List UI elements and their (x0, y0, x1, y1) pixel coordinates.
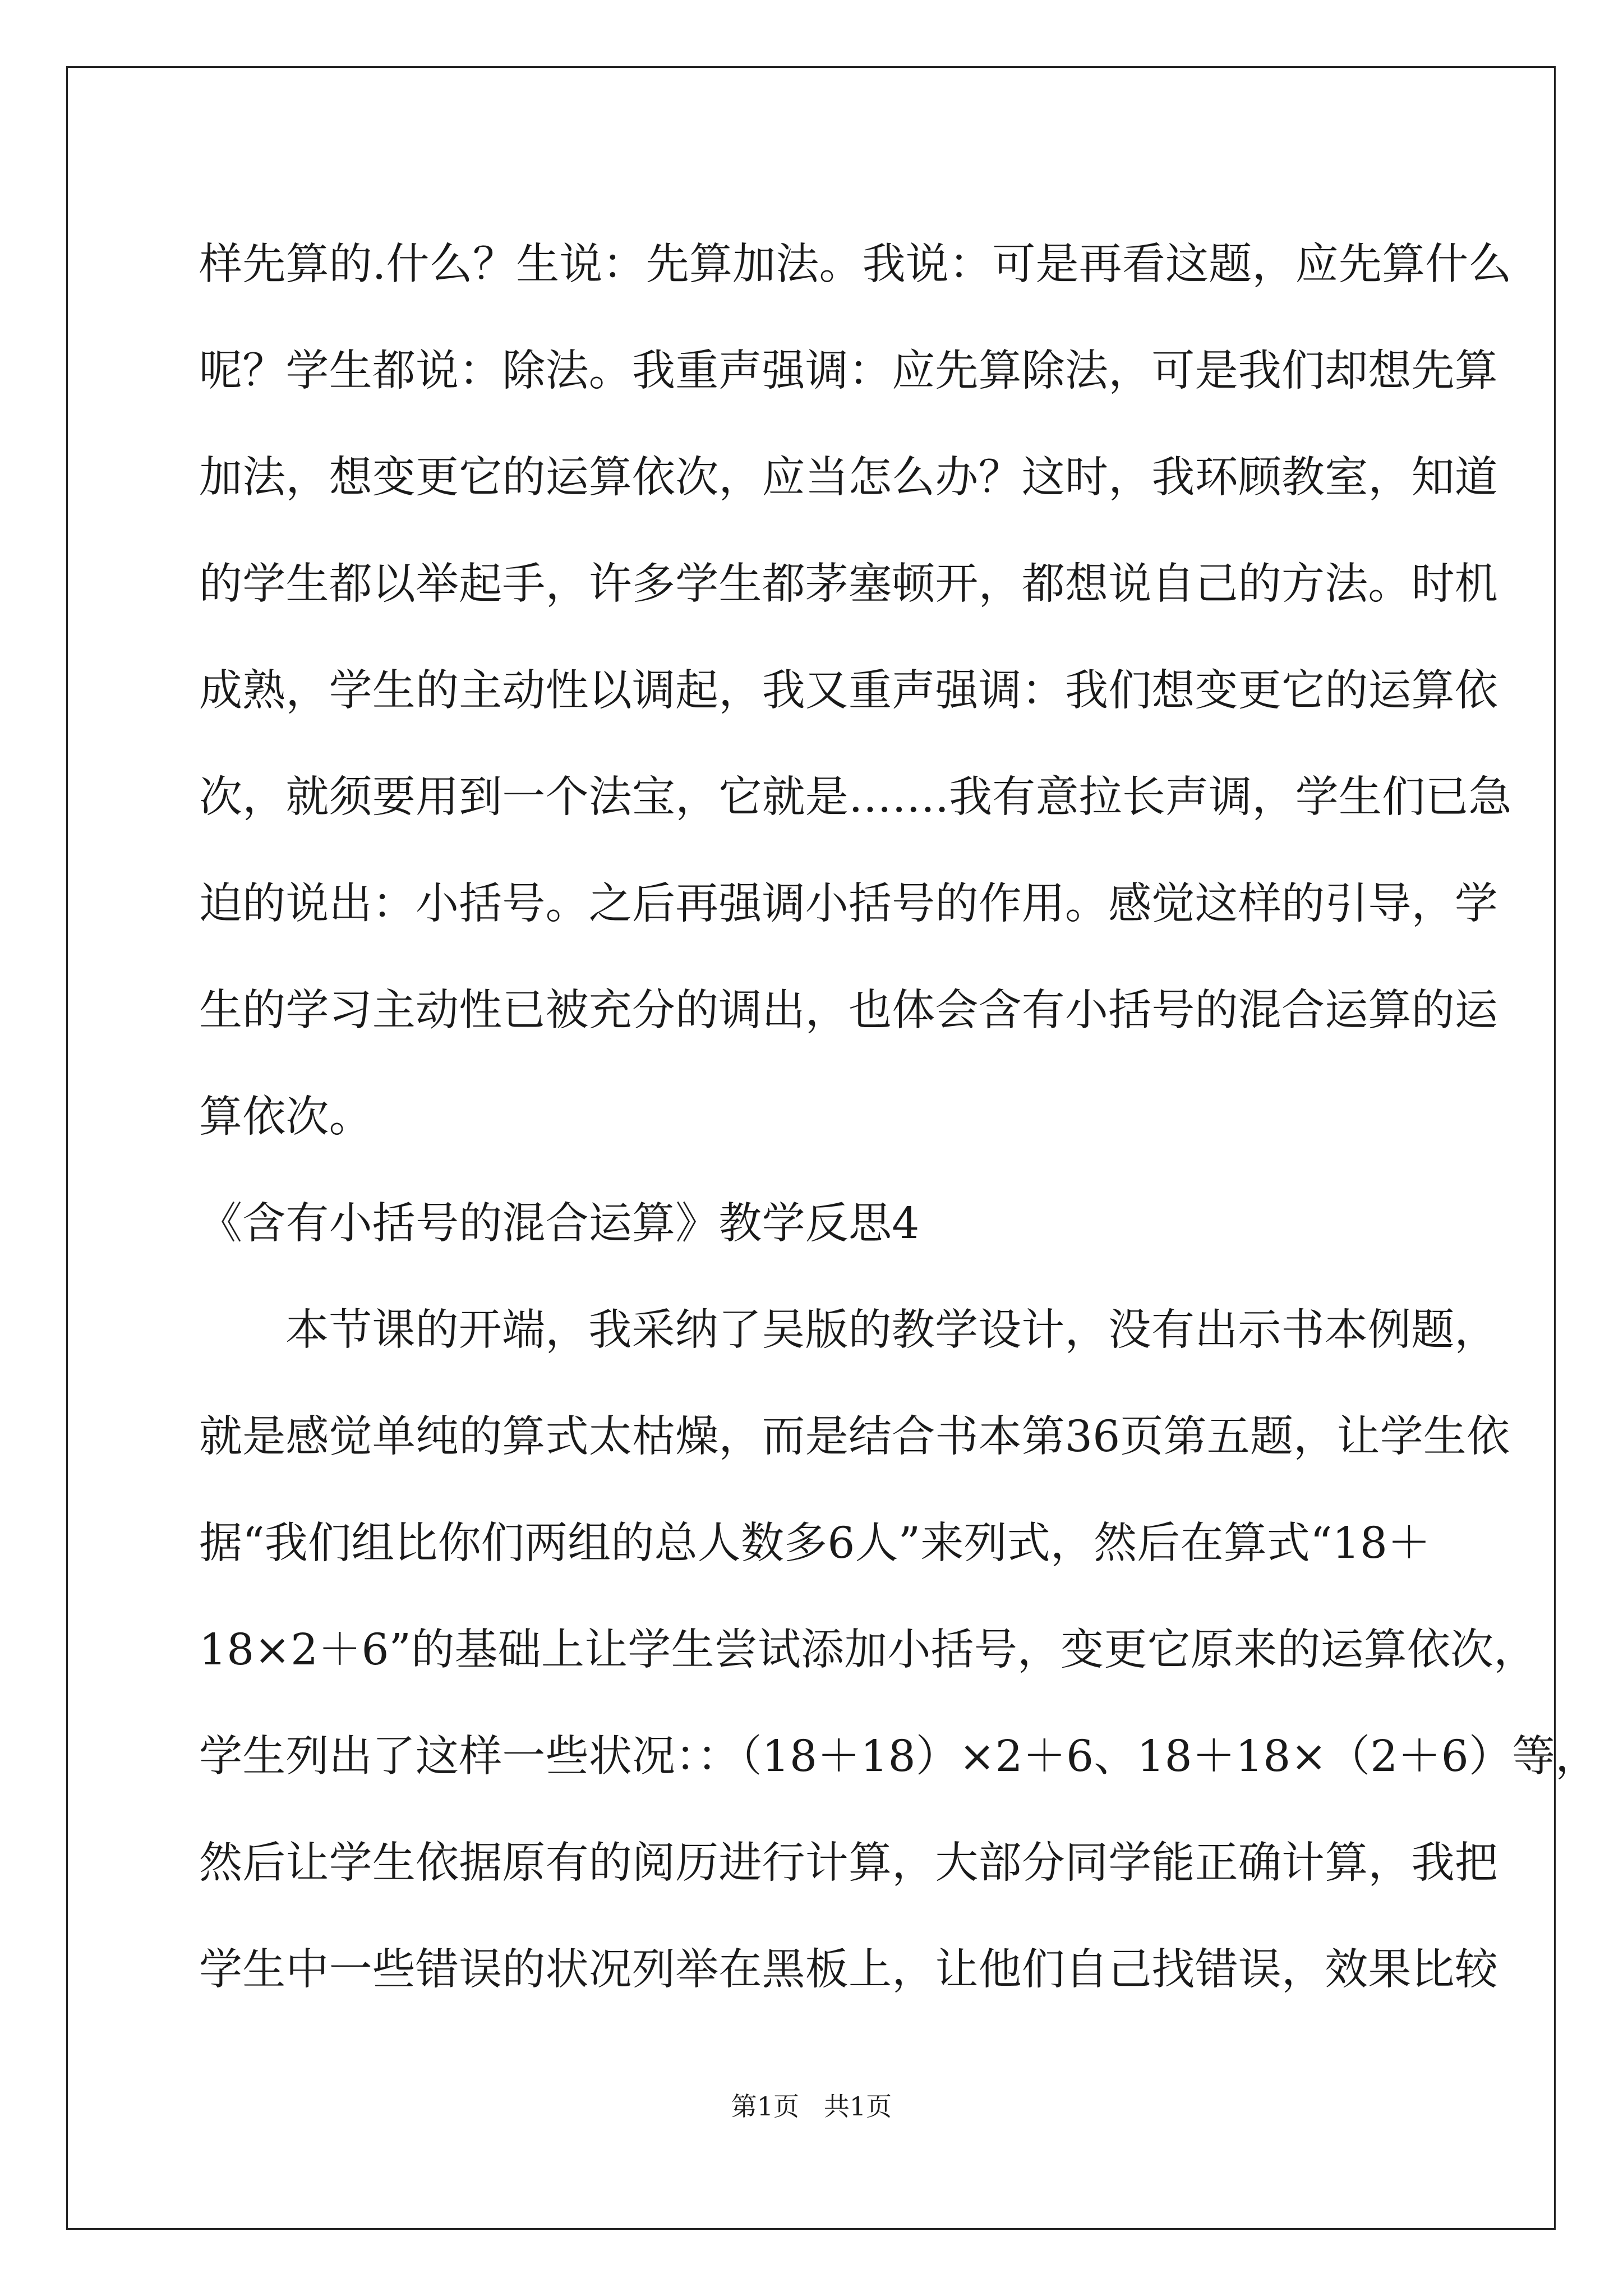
body-line: 就是感觉单纯的算式太枯燥，而是结合书本第36页第五题，让学生依 (199, 1412, 1510, 1462)
document-body (199, 211, 1599, 2023)
section-heading: 《含有小括号的混合运算》教学反思4 (199, 1199, 920, 1249)
body-line: 次，就须要用到一个法宝，它就是…….我有意拉长声调，学生们已急 (199, 772, 1512, 822)
body-line: 18×2＋6”的基础上让学生尝试添加小括号，变更它原来的运算依次， (199, 1625, 1537, 1675)
body-line: 据“我们组比你们两组的总人数多6人”来列式，然后在算式“18＋ (199, 1519, 1431, 1568)
body-line: 生的学习主动性已被充分的调出，也体会含有小括号的混合运算的运 (199, 986, 1498, 1036)
body-line: 学生列出了这样一些状况：：（18＋18）×2＋6、18＋18×（2＋6）等， (199, 1732, 1599, 1782)
body-line: 加法，想变更它的运算依次，应当怎么办？这时，我环顾教室，知道 (199, 453, 1498, 503)
body-line: 迫的说出：小括号。之后再强调小括号的作用。感觉这样的引导，学 (199, 879, 1498, 929)
body-line: 样先算的.什么？生说：先算加法。我说：可是再看这题，应先算什么 (199, 240, 1512, 289)
paragraph-first-line: 本节课的开端，我采纳了吴版的教学设计，没有出示书本例题， (285, 1305, 1498, 1355)
body-line: 成熟，学生的主动性以调起，我又重声强调：我们想变更它的运算依 (199, 666, 1498, 716)
page-number: 第1页 共1页 (731, 2091, 892, 2122)
body-line: 然后让学生依据原有的阅历进行计算，大部分同学能正确计算，我把 (199, 1838, 1498, 1888)
body-line: 呢？学生都说：除法。我重声强调：应先算除法，可是我们却想先算 (199, 346, 1498, 396)
body-line: 算依次。 (199, 1092, 372, 1142)
body-line: 的学生都以举起手，许多学生都茅塞顿开，都想说自己的方法。时机 (199, 559, 1498, 609)
body-line: 学生中一些错误的状况列举在黑板上，让他们自己找错误，效果比较 (199, 1945, 1498, 1995)
